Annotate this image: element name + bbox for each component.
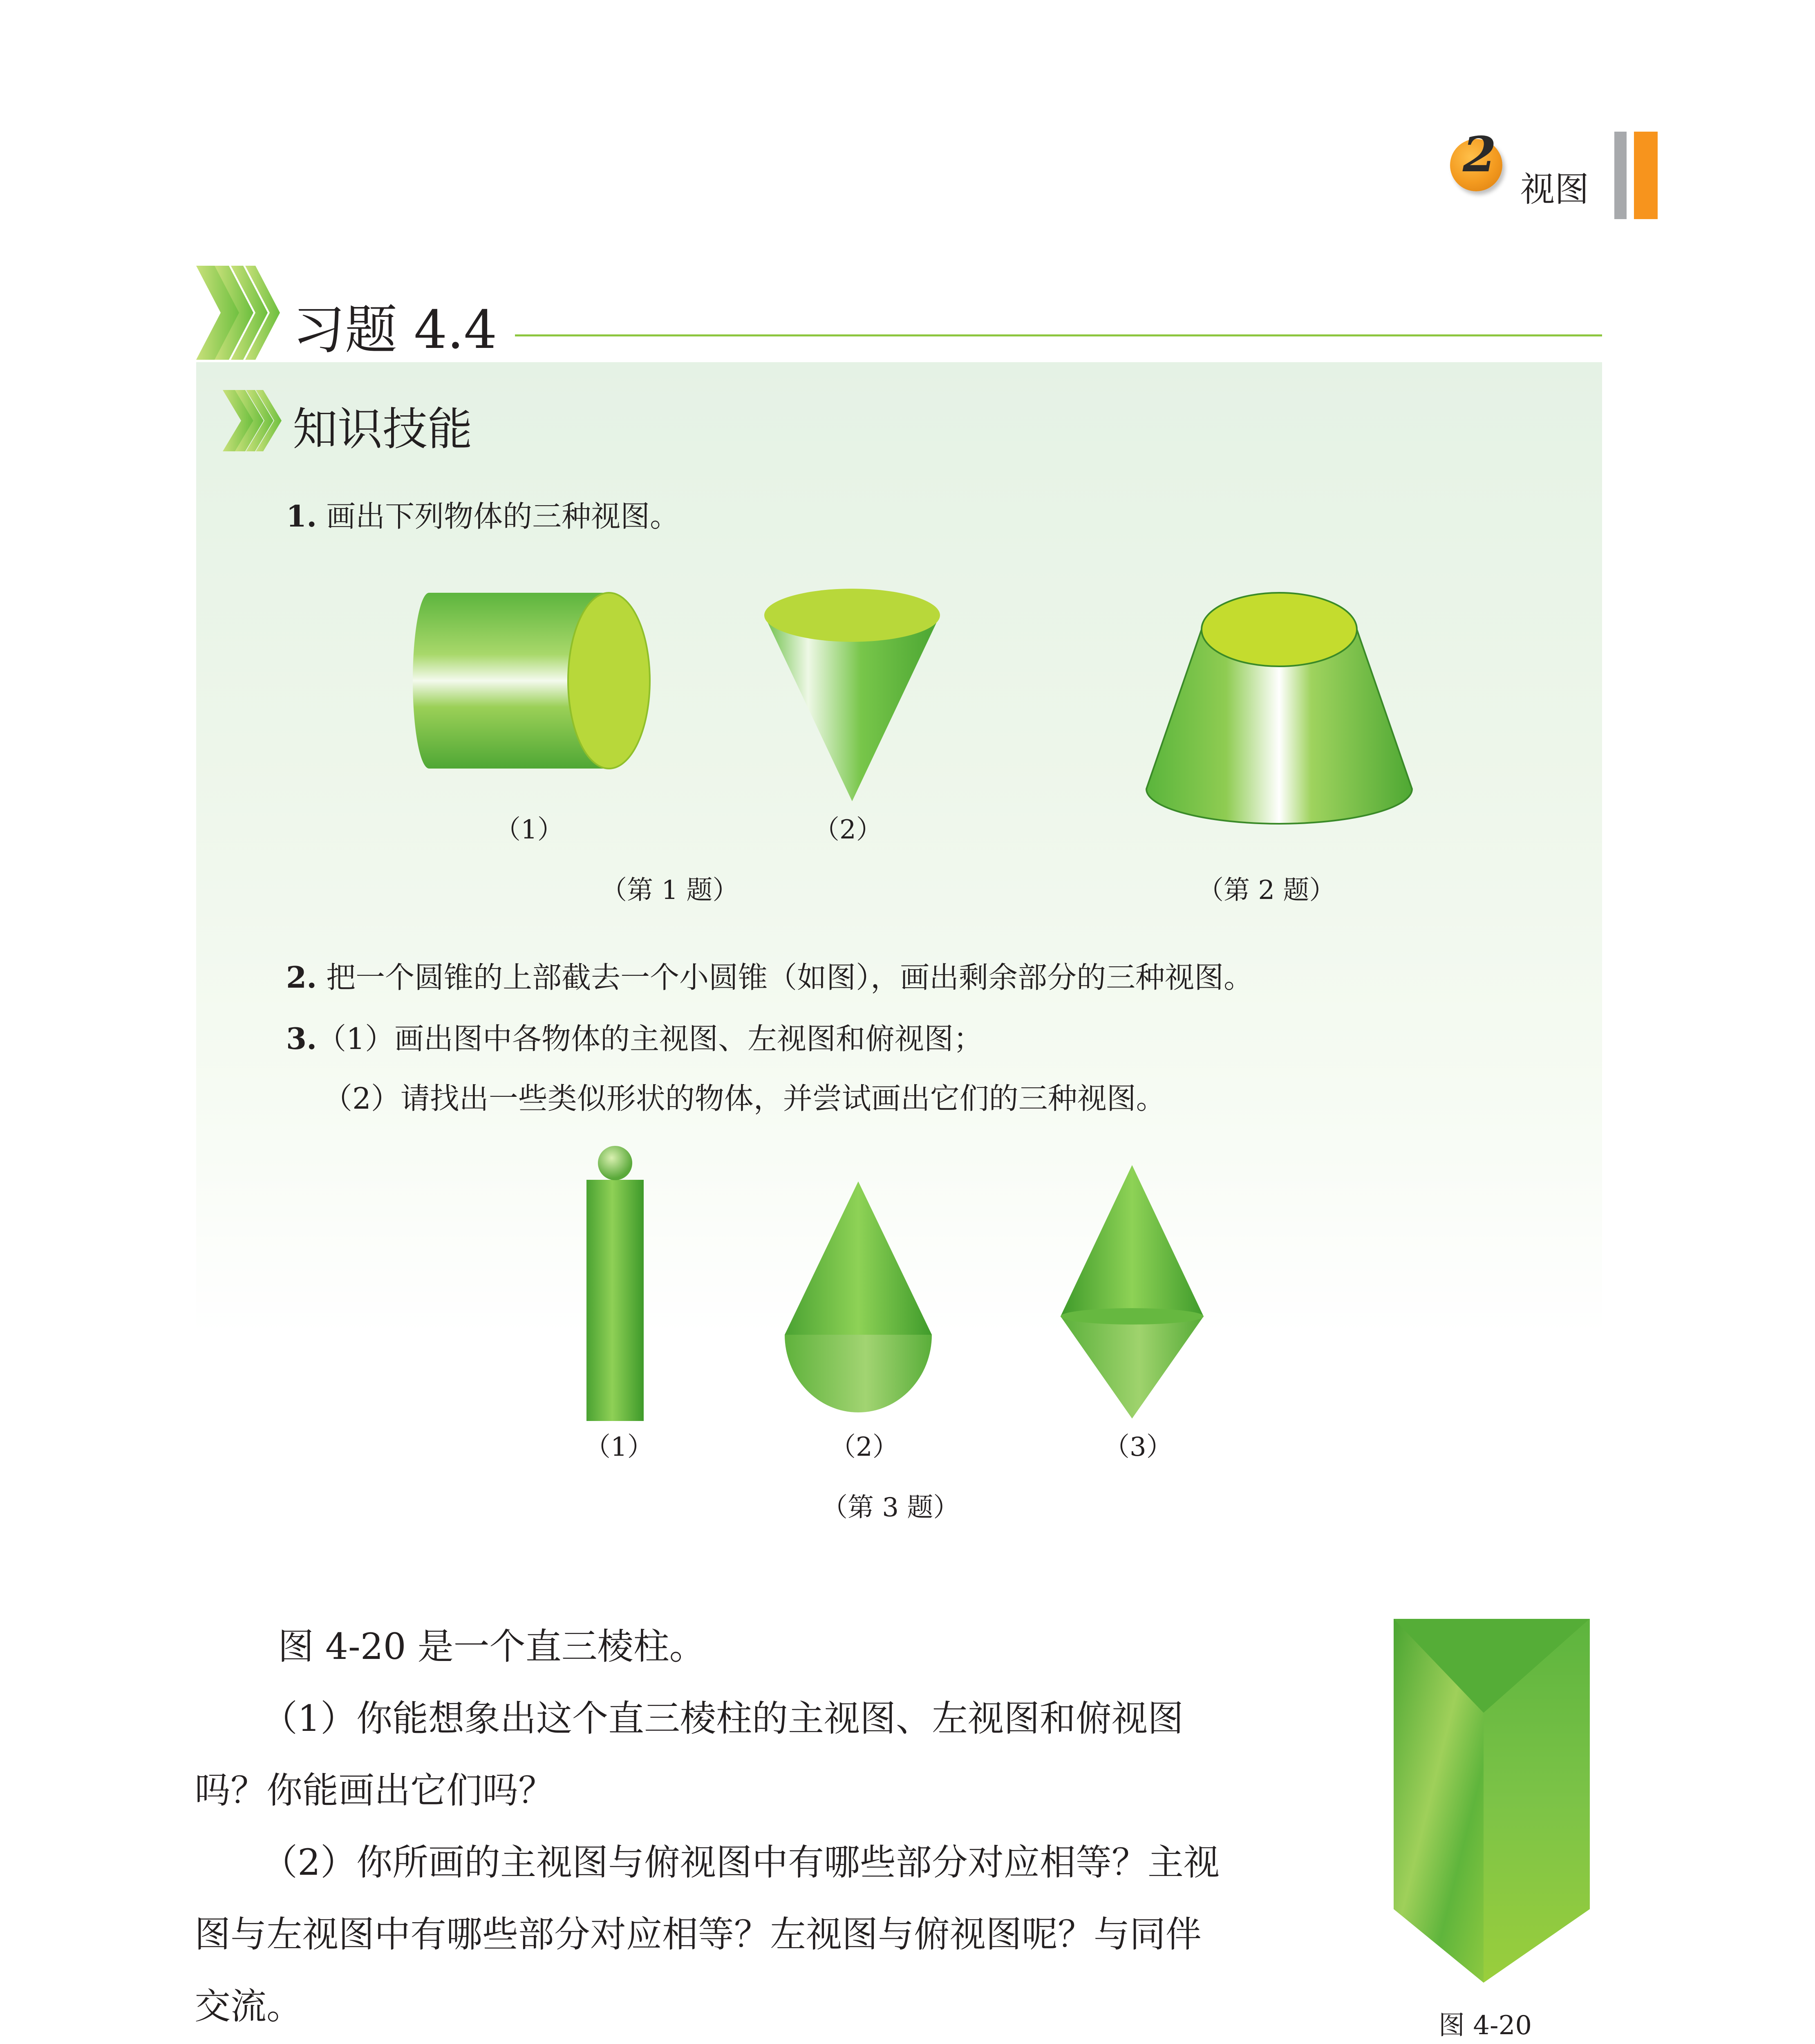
q1-figure-label-2: （2） bbox=[813, 815, 882, 845]
subsection-chevron-icon bbox=[221, 386, 286, 455]
header-orange-bar bbox=[1634, 132, 1658, 219]
question-3-line-1: （1）画出图中各物体的主视图、左视图和俯视图； bbox=[317, 1022, 983, 1056]
chapter-title: 视图 bbox=[1520, 169, 1589, 209]
q3-figure-label-2: （2） bbox=[830, 1432, 899, 1462]
cone-on-hemisphere-figure bbox=[781, 1177, 936, 1423]
inverted-cone-figure bbox=[756, 585, 948, 805]
figure-4-20-caption: 图 4-20 bbox=[1439, 2010, 1532, 2041]
double-cone-figure bbox=[1054, 1161, 1210, 1423]
question-2 bbox=[286, 959, 1253, 996]
cylinder-with-sphere-figure bbox=[576, 1145, 650, 1427]
header-gray-bar bbox=[1614, 132, 1627, 219]
discussion-p2-line-3: 交流。 bbox=[195, 1985, 303, 2027]
question-2-number: 2. bbox=[286, 960, 317, 995]
question-3-line-2: （2）请找出一些类似形状的物体，并尝试画出它们的三种视图。 bbox=[323, 1081, 1166, 1116]
chapter-number: 2 bbox=[1462, 126, 1497, 183]
discussion-p2-line-1: （2）你所画的主视图与俯视图中有哪些部分对应相等？主视 bbox=[262, 1841, 1220, 1883]
q1-figure-label-1: （1） bbox=[495, 815, 564, 845]
section-chevron-icon bbox=[192, 262, 286, 364]
frustum-figure bbox=[1140, 589, 1418, 834]
triangular-prism-figure bbox=[1394, 1619, 1598, 1987]
q3-figure-label-1: （1） bbox=[584, 1432, 653, 1462]
question-1-text: 画出下列物体的三种视图。 bbox=[326, 499, 680, 533]
discussion-p2-line-2: 图与左视图中有哪些部分对应相等？左视图与俯视图呢？与同伴 bbox=[195, 1913, 1202, 1955]
question-2-text: 把一个圆锥的上部截去一个小圆锥（如图），画出剩余部分的三种视图。 bbox=[326, 960, 1253, 995]
discussion-p1-line-2: 吗？你能画出它们吗？ bbox=[195, 1769, 555, 1811]
q3-figure-label-3: （3） bbox=[1103, 1432, 1173, 1462]
question-1-number: 1. bbox=[286, 499, 317, 533]
discussion-p1-line-1: （1）你能想象出这个直三棱柱的主视图、左视图和俯视图 bbox=[262, 1697, 1184, 1739]
q2-caption: （第 2 题） bbox=[1197, 875, 1336, 905]
subsection-title: 知识技能 bbox=[293, 403, 472, 455]
question-3 bbox=[286, 1020, 983, 1057]
question-1 bbox=[286, 498, 679, 535]
discussion-intro: 图 4-20 是一个直三棱柱。 bbox=[278, 1625, 705, 1667]
section-title: 习题 4.4 bbox=[293, 300, 497, 361]
q1-caption: （第 1 题） bbox=[601, 875, 739, 905]
cylinder-figure bbox=[413, 589, 658, 777]
question-3-number: 3. bbox=[286, 1021, 317, 1056]
title-rule bbox=[515, 334, 1602, 336]
q3-caption: （第 3 题） bbox=[821, 1493, 960, 1523]
